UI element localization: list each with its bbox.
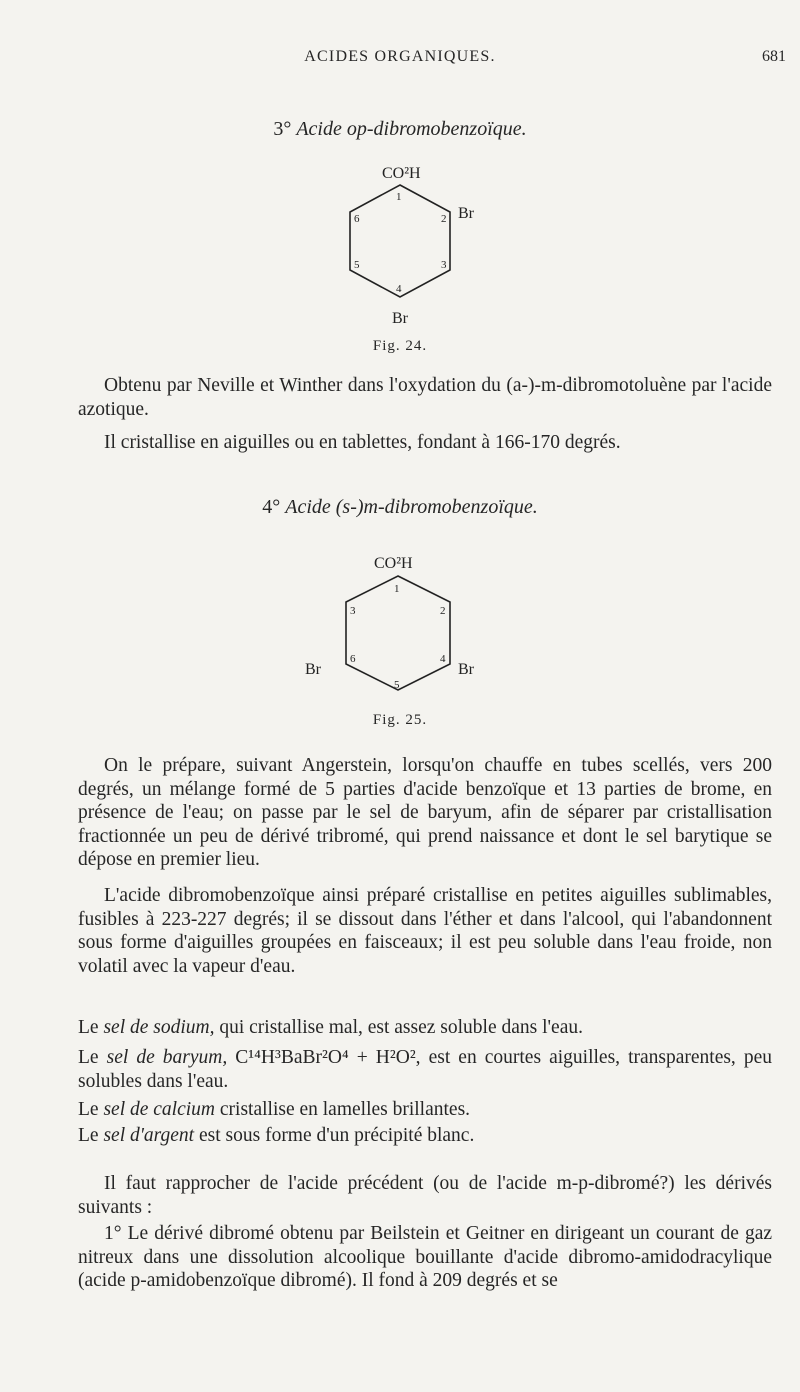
section-name: Acide op-dibromobenzoïque. (296, 118, 527, 140)
salt-description: est en courtes aiguilles, transparentes, peu solubles dans l'eau. (78, 1047, 773, 1092)
salt-description: qui cristallise mal, est assez soluble dans l'eau. (219, 1017, 583, 1038)
salt-prefix: Le (78, 1099, 99, 1120)
salt-prefix: Le (78, 1047, 99, 1068)
ring-number-4: 4 (396, 283, 402, 295)
salt-name: sel de baryum, (106, 1047, 228, 1068)
figure-24-caption: Fig. 24. (372, 338, 428, 354)
paragraph-crystallization: Il cristallise en aiguilles ou en tablettes, fondant à 166-170 degrés. (104, 432, 621, 453)
ring-number-6: 6 (350, 653, 356, 665)
section-number: 4° (262, 496, 281, 518)
section-title-3 (0, 118, 800, 141)
section-number: 3° (273, 118, 292, 140)
paragraph-silver-salt (78, 1124, 772, 1148)
figure-25-structure (300, 552, 500, 712)
salt-prefix: Le (78, 1017, 99, 1038)
ring-number-3: 3 (350, 605, 356, 617)
page-header (0, 48, 800, 72)
substituent-br-right: Br (458, 661, 474, 678)
ring-number-5: 5 (354, 259, 360, 271)
ring-number-2: 2 (441, 213, 447, 225)
section-title-4 (0, 496, 800, 519)
salt-formula: C¹⁴H³BaBr²O⁴ + H²O², (235, 1047, 421, 1068)
section-name: Acide (s-)m-dibromobenzoïque. (285, 496, 538, 518)
ring-number-1: 1 (394, 583, 400, 595)
salt-description: est sous forme d'un précipité blanc. (198, 1125, 475, 1146)
substituent-co2h: CO²H (374, 555, 413, 572)
ring-number-5: 5 (394, 679, 400, 691)
paragraph-calcium-salt (78, 1098, 772, 1122)
substituent-br-right: Br (458, 205, 474, 222)
salt-prefix: Le (78, 1125, 99, 1146)
ring-number-2: 2 (440, 605, 446, 617)
page-number: 681 (762, 48, 786, 65)
figure-25-caption: Fig. 25. (372, 712, 428, 728)
salt-name: sel de sodium, (103, 1017, 215, 1038)
substituent-co2h: CO²H (382, 165, 421, 182)
paragraph-properties: L'acide dibromobenzoïque ainsi préparé cristallise en petites aiguilles sublimables, fusibles à 223-227 degrés; il se dissout dans l'éther et dans l'alcool, qui l'abandonnent sous forme d'aiguilles groupées en faisceaux; il est peu soluble dans l'eau froide, non volatil avec la vapeur d'eau. (78, 885, 772, 977)
ring-number-6: 6 (354, 213, 360, 225)
substituent-br-left: Br (305, 661, 321, 678)
figure-24-structure (330, 160, 490, 335)
ring-number-1: 1 (396, 191, 402, 203)
paragraph-preparation: On le prépare, suivant Angerstein, lorsqu'on chauffe en tubes scellés, vers 200 degrés, un mélange formé de 5 parties d'acide benzoïque et 13 parties de brome, en présence de l'eau; on passe par le sel de baryum, afin de séparer par cristallisation fractionnée un peu de dérivé tribromé, qui prend naissance et dont le sel barytique se dépose en premier lieu. (78, 755, 772, 870)
salt-name: sel de calcium (103, 1099, 215, 1120)
paragraph-derivative-1: 1° Le dérivé dibromé obtenu par Beilstein et Geitner en dirigeant un courant de gaz nitreux dans une dissolution alcoolique bouillante d'acide dibromo-amidodracylique (acide p-amidobenzoïque dibromé). Il fond à 209 degrés et se (78, 1223, 772, 1291)
paragraph-sodium-salt (78, 1016, 772, 1040)
substituent-br-bottom: Br (392, 310, 408, 327)
ring-number-3: 3 (441, 259, 447, 271)
salt-description: cristallise en lamelles brillantes. (219, 1099, 471, 1120)
running-head: ACIDES ORGANIQUES. (304, 48, 496, 65)
salt-name: sel d'argent (103, 1125, 195, 1146)
paragraph-origin: Obtenu par Neville et Winther dans l'oxydation du (a-)-m-dibromotoluène par l'acide azotique. (78, 375, 772, 420)
ring-number-4: 4 (440, 653, 446, 665)
paragraph-barium-salt (78, 1046, 772, 1093)
paragraph-related-derivatives: Il faut rapprocher de l'acide précédent (ou de l'acide m-p-dibromé?) les dérivés suivants : (78, 1173, 772, 1218)
